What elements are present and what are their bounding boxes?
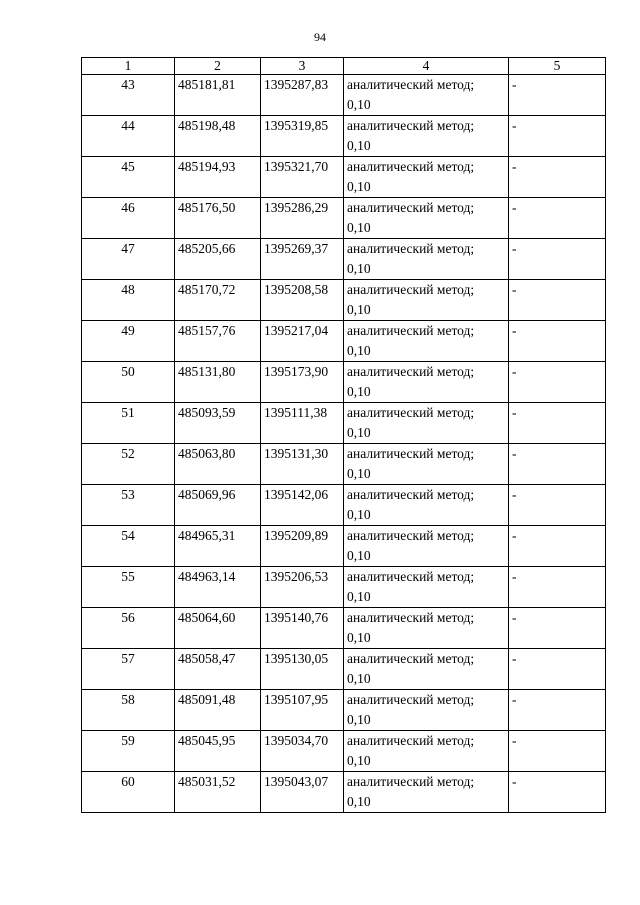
method-cell [344,362,509,403]
note-cell: - [509,75,606,116]
method-cell [344,690,509,731]
table-row [82,239,606,280]
point-number-cell: 53 [82,485,175,526]
method-text: аналитический метод; [347,692,475,707]
table-row [82,772,606,813]
method-cell [344,403,509,444]
accuracy-text: 0,10 [347,712,371,727]
point-number-cell: 55 [82,567,175,608]
note-cell: - [509,321,606,362]
method-text: аналитический метод; [347,610,475,625]
table-row [82,75,606,116]
column-header-2: 2 [175,58,261,75]
header-row [82,58,606,75]
coordinate-y-cell: 1395111,38 [261,403,344,444]
point-number-cell: 50 [82,362,175,403]
method-cell [344,772,509,813]
table-row [82,608,606,649]
table-row [82,444,606,485]
method-text: аналитический метод; [347,651,475,666]
coordinate-x-cell: 485157,76 [175,321,261,362]
coordinate-y-cell: 1395269,37 [261,239,344,280]
page-number: 94 [314,30,326,44]
coordinate-x-cell: 485069,96 [175,485,261,526]
coordinate-x-cell: 485031,52 [175,772,261,813]
coordinate-y-cell: 1395206,53 [261,567,344,608]
method-cell [344,526,509,567]
coordinate-x-cell: 485131,80 [175,362,261,403]
table-row [82,198,606,239]
method-text: аналитический метод; [347,528,475,543]
method-cell [344,649,509,690]
method-cell [344,608,509,649]
note-cell: - [509,444,606,485]
coordinate-y-cell: 1395217,04 [261,321,344,362]
method-text: аналитический метод; [347,446,475,461]
coordinate-x-cell: 485181,81 [175,75,261,116]
point-number-cell: 51 [82,403,175,444]
note-cell: - [509,198,606,239]
note-cell: - [509,526,606,567]
coordinate-x-cell: 485091,48 [175,690,261,731]
note-cell: - [509,485,606,526]
table-row [82,321,606,362]
point-number-cell: 45 [82,157,175,198]
note-cell: - [509,567,606,608]
table-row [82,362,606,403]
coordinate-x-cell: 485063,80 [175,444,261,485]
method-text: аналитический метод; [347,77,475,92]
note-cell: - [509,362,606,403]
point-number-cell: 46 [82,198,175,239]
method-text: аналитический метод; [347,405,475,420]
table-row [82,485,606,526]
accuracy-text: 0,10 [347,548,371,563]
column-header-5: 5 [509,58,606,75]
table-row [82,649,606,690]
point-number-cell: 47 [82,239,175,280]
method-cell [344,321,509,362]
coordinate-x-cell: 484965,31 [175,526,261,567]
coordinate-x-cell: 485058,47 [175,649,261,690]
note-cell: - [509,608,606,649]
coordinate-x-cell: 485045,95 [175,731,261,772]
coordinate-y-cell: 1395034,70 [261,731,344,772]
table-row [82,403,606,444]
table-row [82,690,606,731]
point-number-cell: 56 [82,608,175,649]
table-row [82,731,606,772]
note-cell: - [509,403,606,444]
coordinate-x-cell: 485194,93 [175,157,261,198]
method-cell [344,239,509,280]
column-header-3: 3 [261,58,344,75]
method-text: аналитический метод; [347,323,475,338]
note-cell: - [509,280,606,321]
coordinate-y-cell: 1395173,90 [261,362,344,403]
coordinate-y-cell: 1395107,95 [261,690,344,731]
point-number-cell: 54 [82,526,175,567]
method-text: аналитический метод; [347,774,475,789]
method-cell [344,444,509,485]
accuracy-text: 0,10 [347,384,371,399]
note-cell: - [509,772,606,813]
coordinate-y-cell: 1395142,06 [261,485,344,526]
method-cell [344,198,509,239]
coordinate-y-cell: 1395321,70 [261,157,344,198]
coordinate-y-cell: 1395287,83 [261,75,344,116]
method-text: аналитический метод; [347,282,475,297]
accuracy-text: 0,10 [347,343,371,358]
method-text: аналитический метод; [347,118,475,133]
table-header [82,58,606,75]
note-cell: - [509,157,606,198]
method-cell [344,485,509,526]
coordinates-table [81,57,606,813]
method-text: аналитический метод; [347,733,475,748]
coordinate-y-cell: 1395140,76 [261,608,344,649]
table-row [82,157,606,198]
accuracy-text: 0,10 [347,589,371,604]
coordinate-x-cell: 485176,50 [175,198,261,239]
table-row [82,116,606,157]
point-number-cell: 43 [82,75,175,116]
point-number-cell: 44 [82,116,175,157]
note-cell: - [509,690,606,731]
accuracy-text: 0,10 [347,425,371,440]
method-cell [344,116,509,157]
coordinate-y-cell: 1395208,58 [261,280,344,321]
accuracy-text: 0,10 [347,671,371,686]
method-cell [344,157,509,198]
method-cell [344,567,509,608]
accuracy-text: 0,10 [347,138,371,153]
method-text: аналитический метод; [347,364,475,379]
coordinate-x-cell: 485064,60 [175,608,261,649]
method-text: аналитический метод; [347,569,475,584]
accuracy-text: 0,10 [347,220,371,235]
coordinate-x-cell: 485198,48 [175,116,261,157]
method-text: аналитический метод; [347,200,475,215]
accuracy-text: 0,10 [347,466,371,481]
note-cell: - [509,116,606,157]
point-number-cell: 58 [82,690,175,731]
coordinate-x-cell: 485170,72 [175,280,261,321]
coordinate-x-cell: 485205,66 [175,239,261,280]
point-number-cell: 52 [82,444,175,485]
coordinate-y-cell: 1395319,85 [261,116,344,157]
method-cell [344,731,509,772]
coordinate-x-cell: 484963,14 [175,567,261,608]
column-header-1: 1 [82,58,175,75]
point-number-cell: 60 [82,772,175,813]
note-cell: - [509,649,606,690]
coordinate-y-cell: 1395286,29 [261,198,344,239]
coordinate-y-cell: 1395043,07 [261,772,344,813]
table-row [82,567,606,608]
point-number-cell: 48 [82,280,175,321]
note-cell: - [509,731,606,772]
method-cell [344,280,509,321]
table-row [82,526,606,567]
accuracy-text: 0,10 [347,507,371,522]
coordinate-y-cell: 1395131,30 [261,444,344,485]
accuracy-text: 0,10 [347,630,371,645]
method-cell [344,75,509,116]
accuracy-text: 0,10 [347,97,371,112]
table-body [82,75,606,813]
column-header-4: 4 [344,58,509,75]
method-text: аналитический метод; [347,159,475,174]
point-number-cell: 49 [82,321,175,362]
method-text: аналитический метод; [347,241,475,256]
accuracy-text: 0,10 [347,302,371,317]
accuracy-text: 0,10 [347,261,371,276]
accuracy-text: 0,10 [347,753,371,768]
table-row [82,280,606,321]
accuracy-text: 0,10 [347,794,371,809]
point-number-cell: 59 [82,731,175,772]
coordinate-y-cell: 1395130,05 [261,649,344,690]
coordinate-y-cell: 1395209,89 [261,526,344,567]
coordinate-x-cell: 485093,59 [175,403,261,444]
point-number-cell: 57 [82,649,175,690]
note-cell: - [509,239,606,280]
accuracy-text: 0,10 [347,179,371,194]
method-text: аналитический метод; [347,487,475,502]
